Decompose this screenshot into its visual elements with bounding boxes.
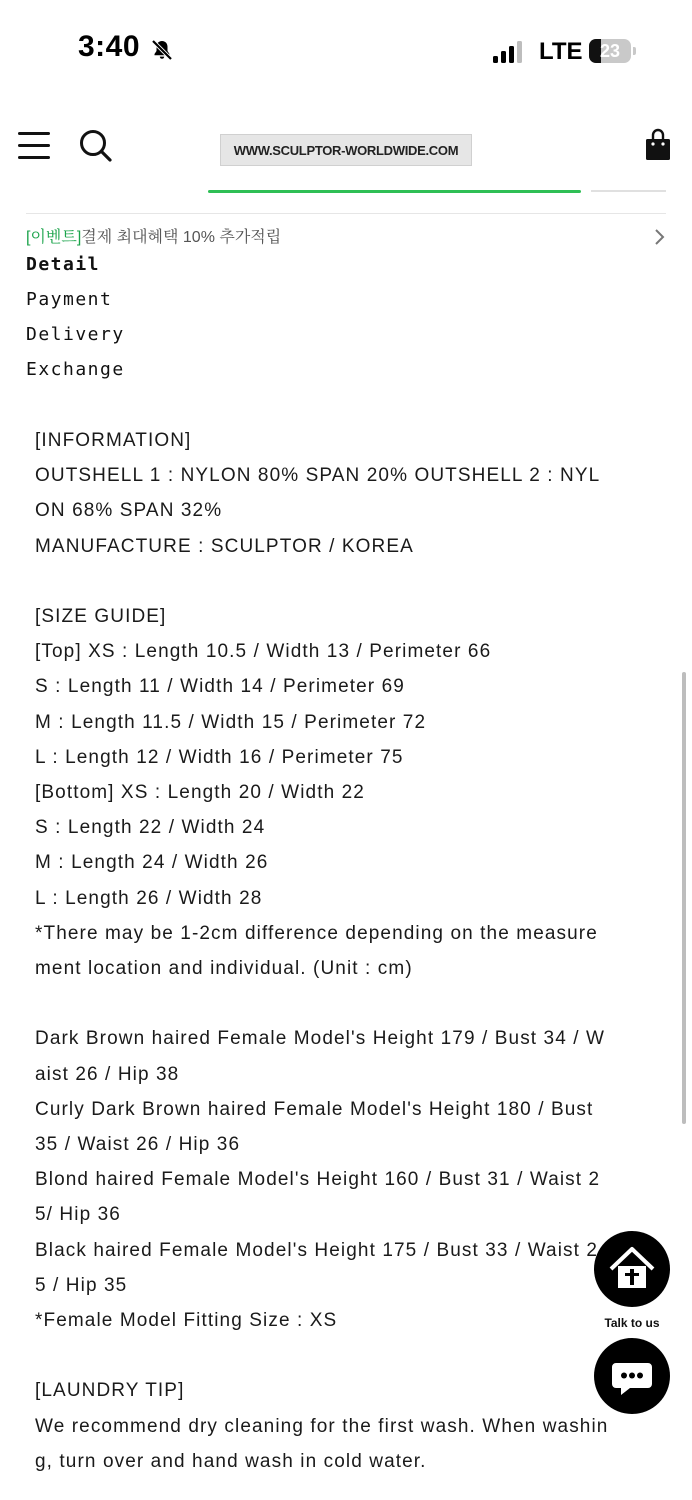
size-line: [Bottom] XS : Length 20 / Width 22 (35, 782, 365, 804)
model-line: 5 / Hip 35 (35, 1274, 128, 1296)
menu-icon[interactable] (18, 132, 50, 160)
battery-icon (589, 39, 639, 63)
chevron-right-icon[interactable] (652, 227, 668, 247)
bell-muted-icon (150, 38, 174, 62)
signal-icon (493, 40, 525, 64)
size-line: L : Length 12 / Width 16 / Perimeter 75 (35, 746, 404, 768)
search-underline (208, 190, 581, 193)
size-guide-heading: [SIZE GUIDE] (35, 606, 167, 627)
size-line: M : Length 11.5 / Width 15 / Perimeter 72 (35, 711, 427, 733)
scrollbar[interactable] (682, 672, 686, 1124)
model-line: Black haired Female Model's Height 175 / Bust 33 / Waist 2 (35, 1239, 599, 1261)
size-line: S : Length 22 / Width 24 (35, 817, 266, 839)
size-line: [Top] XS : Length 10.5 / Width 13 / Perimeter 66 (35, 641, 492, 663)
event-banner[interactable] (26, 224, 281, 247)
model-line: Curly Dark Brown haired Female Model's Height 180 / Bust (35, 1098, 594, 1120)
info-line: MANUFACTURE : SCULPTOR / KOREA (35, 535, 414, 557)
talk-to-us-label: Talk to us (604, 1316, 660, 1330)
size-note: ment location and individual. (Unit : cm) (35, 958, 413, 980)
laundry-heading: [LAUNDRY TIP] (35, 1380, 185, 1402)
chat-bubble-icon (594, 1338, 670, 1414)
size-line: M : Length 24 / Width 26 (35, 852, 269, 874)
battery-level: 23 (599, 41, 621, 61)
product-detail (35, 423, 655, 1479)
home-button[interactable] (594, 1231, 670, 1307)
divider (26, 213, 666, 214)
site-header (0, 110, 692, 200)
tab-detail[interactable]: Detail (26, 254, 101, 275)
model-line: Blond haired Female Model's Height 160 / Bust 31 / Waist 2 (35, 1169, 601, 1191)
model-line: 35 / Waist 26 / Hip 36 (35, 1134, 241, 1156)
model-line: aist 26 / Hip 38 (35, 1063, 180, 1085)
size-line: S : Length 11 / Width 14 / Perimeter 69 (35, 676, 405, 698)
status-time: 3:40 (78, 30, 141, 63)
tab-exchange[interactable]: Exchange (26, 359, 125, 380)
event-tag: [이벤트] (26, 229, 82, 246)
laundry-line: We recommend dry cleaning for the first wash. When washin (35, 1415, 609, 1437)
tab-delivery[interactable]: Delivery (26, 324, 125, 345)
size-note: *There may be 1-2cm difference depending on the measure (35, 922, 598, 944)
tab-payment[interactable]: Payment (26, 289, 113, 310)
search-icon[interactable] (78, 128, 114, 164)
home-cross-icon (594, 1231, 670, 1307)
chat-button[interactable] (594, 1338, 670, 1414)
info-line: ON 68% SPAN 32% (35, 500, 223, 522)
event-text: 결제 최대혜택 10% 추가적립 (81, 229, 282, 246)
model-line: Dark Brown haired Female Model's Height 179 / Bust 34 / W (35, 1028, 606, 1050)
status-bar (0, 0, 692, 100)
network-type: LTE (539, 38, 583, 65)
shopping-bag-icon[interactable] (644, 128, 672, 162)
model-line: 5/ Hip 36 (35, 1204, 121, 1226)
info-line: OUTSHELL 1 : NYLON 80% SPAN 20% OUTSHELL 2 : NYL (35, 465, 601, 487)
site-logo[interactable]: WWW.SCULPTOR-WORLDWIDE.COM (220, 134, 472, 166)
size-line: L : Length 26 / Width 28 (35, 887, 263, 909)
product-tabs (26, 252, 125, 392)
laundry-line: g, turn over and hand wash in cold water. (35, 1450, 427, 1472)
model-fitting-size: *Female Model Fitting Size : XS (35, 1310, 338, 1332)
search-button-edge (591, 190, 666, 192)
info-heading: [INFORMATION] (35, 430, 192, 451)
